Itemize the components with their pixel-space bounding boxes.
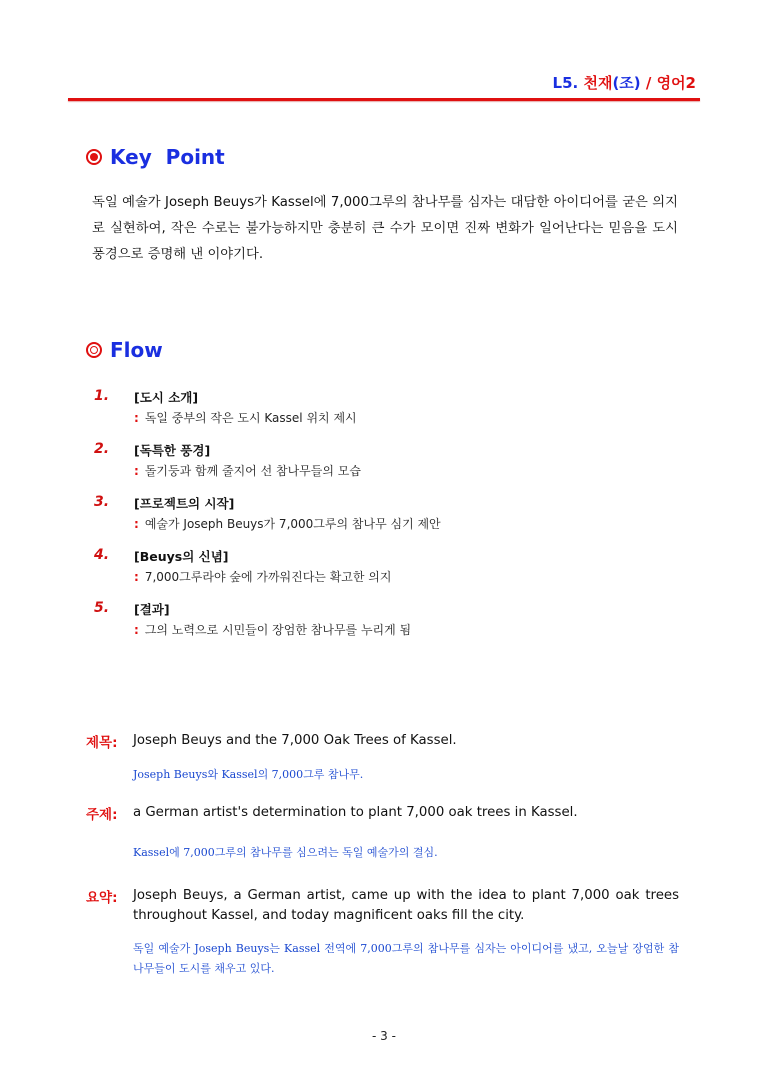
summary-english: Joseph Beuys, a German artist, came up with the idea to plant 7,000 oak trees throughout Kassel, and today magnificent oaks fill the city. [133, 888, 679, 923]
colon-marker: : [134, 570, 139, 584]
flow-heading-text: [프로젝트의 시작] [134, 496, 235, 511]
textbook-name: 천재 [583, 74, 613, 92]
flow-title: Flow [110, 338, 163, 362]
colon-marker: : [134, 623, 139, 637]
flow-list [92, 388, 652, 653]
summary-label: 요약: [86, 890, 118, 906]
key-point-title: Key Point [110, 145, 225, 169]
flow-description-text: 돌기둥과 함께 줄지어 선 참나무들의 모습 [144, 464, 361, 478]
subject-name: / 영어2 [645, 74, 696, 92]
flow-number: 5. [94, 600, 110, 616]
flow-item [92, 441, 652, 494]
flow-heading-text: [도시 소개] [134, 390, 199, 405]
summary-korean: 독일 예술가 Joseph Beuys는 Kassel 전역에 7,000그루의 참나무를 심자는 아이디어를 냈고, 오늘날 장엄한 참나무들이 도시를 채우고 있다. [133, 942, 679, 975]
double-circle-icon [86, 342, 102, 358]
colon-marker: : [134, 411, 139, 425]
flow-description [134, 621, 411, 638]
flow-item [92, 600, 652, 653]
flow-description-text: 독일 중부의 작은 도시 Kassel 위치 제시 [144, 411, 357, 425]
flow-heading-text: [독특한 풍경] [134, 443, 211, 458]
flow-number: 3. [94, 494, 110, 510]
flow-heading-text: [Beuys의 신념] [134, 549, 229, 564]
key-point-body: 독일 예술가 Joseph Beuys가 Kassel에 7,000그루의 참나무를 심자는 대담한 아이디어를 굳은 의지로 실현하여, 작은 수로는 불가능하지만 충분히 큰 수가 모이면 진짜 변화가 일어난다는 믿음을 도시 풍경으로 증명해 낸 이야기다. [92, 195, 678, 262]
lesson-number: L5. [552, 74, 579, 92]
flow-number: 1. [94, 388, 110, 404]
flow-description-text: 예술가 Joseph Beuys가 7,000그루의 참나무 심기 제안 [144, 517, 441, 531]
flow-heading [86, 338, 163, 362]
theme-label: 주제: [86, 807, 118, 823]
title-label: 제목: [86, 735, 118, 751]
flow-description [134, 409, 357, 426]
flow-item [92, 547, 652, 600]
page-number: - 3 - [372, 1029, 396, 1043]
colon-marker: : [134, 517, 139, 531]
header-divider [68, 98, 700, 101]
title-english: Joseph Beuys and the 7,000 Oak Trees of Kassel. [133, 733, 457, 748]
flow-heading-text: [결과] [134, 602, 170, 617]
title-korean: Joseph Beuys와 Kassel의 7,000그루 참나무. [133, 768, 364, 781]
flow-description-text: 7,000그루라야 숲에 가까워진다는 확고한 의지 [144, 570, 392, 584]
flow-number: 2. [94, 441, 110, 457]
flow-description [134, 515, 441, 532]
flow-description [134, 462, 361, 479]
theme-english: a German artist's determination to plant 7,000 oak trees in Kassel. [133, 805, 578, 820]
flow-number: 4. [94, 547, 110, 563]
flow-item [92, 494, 652, 547]
flow-item [92, 388, 652, 441]
flow-description [134, 568, 392, 585]
theme-korean: Kassel에 7,000그루의 참나무를 심으려는 독일 예술가의 결심. [133, 846, 438, 859]
colon-marker: : [134, 464, 139, 478]
flow-description-text: 그의 노력으로 시민들이 장엄한 참나무를 누리게 됨 [144, 623, 412, 637]
key-point-heading [86, 145, 225, 169]
bullseye-icon [86, 149, 102, 165]
page-header [553, 72, 696, 93]
textbook-author: (조) [612, 74, 641, 92]
